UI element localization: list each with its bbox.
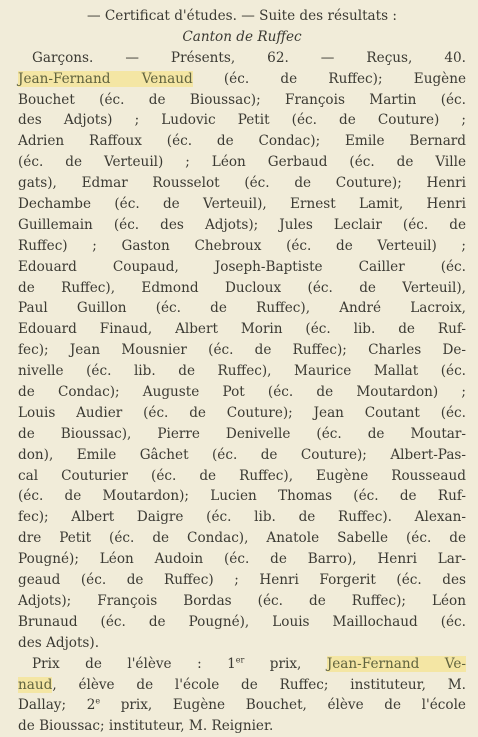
ordinal-superscript: er [235,655,245,665]
body-line: Edouard Coupaud, Joseph-Baptiste Cailler (éc. [18,258,466,275]
section-subtitle: Canton de Ruffec [182,28,302,45]
body-line: dre Petit (éc. de Condac), Anatole Sabelle (éc. de [18,530,466,547]
body-line: des Adjots) ; Ludovic Petit (éc. de Couture) ; [18,112,466,129]
body-line: Edouard Finaud, Albert Morin (éc. lib. de Ruf- [18,321,466,338]
body-line: de Bioussac), Pierre Denivelle (éc. de Moutar- [18,425,466,442]
prize-line [18,675,466,696]
body-line: cal Couturier (éc. de Ruffec), Eugène Rousseaud [18,467,466,484]
body-line: Guillemain (éc. des Adjots); Jules Leclair (éc. de [18,216,466,233]
body-line: des Adjots). [18,634,100,651]
body-line: Bouchet (éc. de Bioussac); François Martin (éc. [18,91,466,108]
body-line: (éc. de Moutardon); Lucien Thomas (éc. de Ruf- [18,488,466,505]
prize-line: de Bioussac; instituteur, M. Reignier. [18,718,274,735]
highlighted-name: Jean-Fernand Venaud [18,70,193,87]
body-line: de Ruffec), Edmond Ducloux (éc. de Verteuil), [18,279,466,296]
prize-line [18,695,466,716]
results-line: Garçons. — Présents, 62. — Reçus, 40. [32,49,466,66]
prize-line [18,654,466,675]
body-line: Pougné); Léon Audoin (éc. de Barro), Henri Lar- [18,551,466,568]
body-line: (éc. de Verteuil) ; Léon Gerbaud (éc. de Ville [18,154,466,171]
body-line: nivelle (éc. lib. de Ruffec), Maurice Mallat (éc. [18,363,466,380]
body-line: fec); Jean Mousnier (éc. de Ruffec); Charles De- [18,342,466,359]
line-text: Dallay; 2 [18,697,96,714]
body-line: Dechambe (éc. de Verteuil), Ernest Lamit, Henri [18,196,466,213]
body-line: de Condac); Auguste Pot (éc. de Moutardon) ; [18,384,466,401]
body-line: don), Emile Gâchet (éc. de Couture); Albert-Pas- [18,446,466,463]
body-line: gats), Edmar Rousselot (éc. de Couture); Henri [18,175,466,192]
line-text: , élève de l'école de Ruffec; instituteur, M. [52,676,466,693]
body-line: Louis Audier (éc. de Couture); Jean Coutant (éc. [18,404,466,421]
body-line: geaud (éc. de Ruffec) ; Henri Forgerit (éc. des [18,572,466,589]
line-text: prix, Eugène Bouchet, élève de l'école [100,697,466,714]
body-line: fec); Albert Daigre (éc. lib. de Ruffec). Alexan- [18,509,466,526]
line-text: prix, [244,655,327,672]
results-line [18,69,466,90]
body-line: Adrien Raffoux (éc. de Condac); Emile Bernard [18,133,466,150]
body-line: Brunaud (éc. de Pougné), Louis Maillochaud (éc. [18,613,466,630]
line-text: (éc. de Ruffec); Eugène [192,70,466,87]
section-title: — Certificat d'études. — Suite des résultats : [86,8,398,24]
body-line: Ruffec) ; Gaston Chebroux (éc. de Verteuil) ; [18,237,466,254]
highlighted-name: Jean-Fernand Ve- [326,655,466,672]
highlighted-name: naud [18,676,53,693]
ordinal-superscript: e [95,696,101,706]
line-text: Prix de l'élève : 1 [32,655,236,672]
body-line: Paul Guillon (éc. de Ruffec), André Lacroix, [18,300,466,317]
body-line: Adjots); François Bordas (éc. de Ruffec); Léon [18,592,466,609]
